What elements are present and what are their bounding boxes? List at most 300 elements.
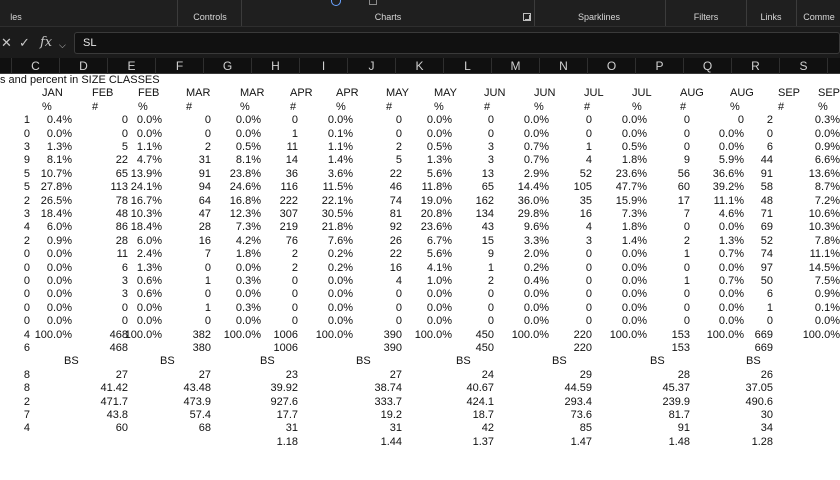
table-cell[interactable]: 222 (279, 194, 298, 207)
table-cell[interactable]: 0 (585, 301, 592, 314)
stat-cell[interactable]: 7 (23, 409, 30, 421)
table-cell[interactable]: 0.2% (327, 261, 353, 274)
table-cell[interactable]: 0 (23, 315, 30, 328)
unit-header[interactable]: # (484, 100, 491, 113)
table-cell[interactable]: 0.2% (327, 248, 353, 261)
count-cell[interactable]: 390 (383, 342, 402, 354)
table-cell[interactable]: 0 (683, 301, 690, 314)
table-cell[interactable]: 2 (683, 234, 690, 247)
stat-cell[interactable]: 4 (23, 422, 30, 435)
table-cell[interactable]: 0 (23, 261, 30, 274)
chevron-down-icon[interactable]: ⌵ (59, 40, 66, 50)
table-cell[interactable]: 0.0% (46, 315, 72, 328)
table-cell[interactable]: 22.1% (321, 194, 353, 207)
stat-cell[interactable]: 8 (23, 368, 30, 381)
table-cell[interactable]: 0.3% (235, 275, 261, 287)
stat-cell[interactable]: 24 (481, 368, 494, 381)
table-cell[interactable]: 15.9% (615, 194, 647, 207)
table-cell[interactable]: 3 (487, 154, 494, 167)
table-cell[interactable]: 16 (198, 234, 211, 247)
month-header[interactable]: MAR (186, 87, 211, 100)
table-cell[interactable]: 13.6% (808, 167, 840, 180)
table-cell[interactable]: 390 (383, 328, 402, 341)
unit-header[interactable]: # (186, 100, 193, 113)
stat-cell[interactable]: 239.9 (662, 395, 690, 408)
table-cell[interactable]: 116 (280, 181, 298, 194)
table-cell[interactable]: 14.4% (517, 181, 549, 194)
table-cell[interactable]: 0.0% (718, 301, 744, 314)
table-cell[interactable]: 0.0% (718, 141, 744, 153)
table-cell[interactable]: 26.5% (40, 194, 72, 207)
table-cell[interactable]: 4.6% (718, 208, 744, 220)
table-cell[interactable]: 22 (389, 248, 402, 261)
table-cell[interactable]: 0.0% (46, 127, 72, 140)
table-cell[interactable]: 9 (23, 154, 30, 167)
table-cell[interactable]: 0.0% (235, 127, 261, 140)
table-cell[interactable]: 22 (389, 167, 402, 180)
stat-cell[interactable]: 57.4 (189, 409, 211, 421)
stat-cell[interactable]: 28 (677, 368, 690, 381)
table-cell[interactable]: 0.5% (235, 141, 261, 153)
unit-header[interactable]: # (92, 100, 99, 113)
table-cell[interactable]: 18.4% (130, 221, 162, 234)
stat-cell[interactable]: 23 (285, 368, 298, 381)
table-cell[interactable]: 28 (115, 234, 128, 247)
table-cell[interactable]: 1.3% (426, 154, 452, 167)
table-cell[interactable]: 0 (585, 114, 592, 127)
table-cell[interactable]: 27.8% (40, 181, 72, 194)
unit-header[interactable]: % (818, 100, 828, 113)
stat-cell[interactable]: 85 (579, 422, 592, 435)
table-cell[interactable]: 31 (198, 154, 211, 167)
table-cell[interactable]: 11.5% (322, 181, 353, 194)
sheet-title[interactable]: s and percent in SIZE CLASSES (0, 74, 160, 86)
table-cell[interactable]: 16.8% (229, 194, 261, 207)
stat-cell[interactable]: 45.37 (662, 382, 690, 395)
table-cell[interactable]: 11.1% (809, 248, 840, 261)
table-cell[interactable]: 0 (487, 127, 494, 140)
table-cell[interactable]: 0.2% (523, 261, 549, 274)
ribbon-group-comments[interactable]: Comme (803, 12, 835, 22)
table-cell[interactable]: 0.1% (327, 127, 353, 140)
column-header-o[interactable]: O (588, 58, 636, 74)
bs-label[interactable]: BS (456, 355, 471, 368)
stat-cell[interactable]: 40.67 (466, 382, 494, 395)
table-cell[interactable]: 24.1% (130, 181, 162, 194)
stat-cell[interactable]: 1.28 (751, 435, 773, 448)
stat-cell[interactable]: 91 (677, 422, 690, 435)
unit-header[interactable]: % (138, 100, 148, 113)
table-cell[interactable]: 100.0% (706, 328, 744, 341)
table-cell[interactable]: 4 (23, 328, 30, 341)
table-cell[interactable]: 0.0% (621, 275, 647, 287)
table-cell[interactable]: 0 (585, 315, 592, 328)
table-cell[interactable]: 0.0% (426, 315, 452, 328)
unit-header[interactable]: % (730, 100, 740, 113)
table-cell[interactable]: 10.3% (130, 208, 162, 220)
table-cell[interactable]: 0 (204, 261, 211, 274)
table-cell[interactable]: 1.1% (327, 141, 353, 153)
table-cell[interactable]: 0.0% (718, 221, 744, 234)
table-cell[interactable]: 100.0% (609, 328, 647, 341)
table-cell[interactable]: 0 (683, 261, 690, 274)
stat-cell[interactable]: 1.37 (472, 435, 494, 448)
table-cell[interactable]: 0 (766, 315, 773, 328)
table-cell[interactable]: 0.0% (426, 127, 452, 140)
stat-cell[interactable]: 927.6 (270, 395, 298, 408)
unit-header[interactable]: # (386, 100, 393, 113)
table-cell[interactable]: 4 (585, 154, 592, 167)
column-header-e[interactable]: E (108, 58, 156, 74)
table-cell[interactable]: 65 (115, 167, 128, 180)
table-cell[interactable]: 382 (192, 328, 211, 341)
table-cell[interactable]: 0.1% (814, 301, 840, 314)
column-header-s[interactable]: S (780, 58, 828, 74)
count-cell[interactable]: 153 (671, 342, 690, 354)
table-cell[interactable]: 3 (23, 208, 30, 220)
unit-header[interactable]: # (680, 100, 687, 113)
table-cell[interactable]: 47.7% (615, 181, 647, 194)
table-cell[interactable]: 1.8% (621, 221, 647, 234)
table-cell[interactable]: 15 (481, 234, 494, 247)
table-cell[interactable]: 0 (291, 301, 298, 314)
table-cell[interactable]: 11.1% (713, 194, 744, 207)
stat-cell[interactable]: 27 (389, 368, 402, 381)
table-cell[interactable]: 0 (585, 288, 592, 301)
table-cell[interactable]: 0 (487, 301, 494, 314)
unit-header[interactable]: # (778, 100, 785, 113)
table-cell[interactable]: 6.0% (46, 221, 72, 234)
table-cell[interactable]: 100.0% (414, 328, 452, 341)
stat-cell[interactable]: 31 (389, 422, 402, 435)
unit-header[interactable]: % (434, 100, 444, 113)
table-cell[interactable]: 0.0% (718, 288, 744, 301)
table-cell[interactable]: 450 (475, 328, 494, 341)
stat-cell[interactable]: 27 (198, 368, 211, 381)
table-cell[interactable]: 0.9% (814, 288, 840, 301)
column-header-i[interactable]: I (300, 58, 348, 74)
table-cell[interactable]: 0 (23, 288, 30, 301)
table-cell[interactable]: 0 (395, 114, 402, 127)
table-cell[interactable]: 7 (683, 208, 690, 220)
table-cell[interactable]: 24.6% (229, 181, 261, 194)
table-cell[interactable]: 0.7% (523, 141, 549, 153)
table-cell[interactable]: 134 (475, 208, 494, 220)
table-cell[interactable]: 6.6% (814, 154, 840, 167)
table-cell[interactable]: 0.0% (621, 248, 647, 261)
table-cell[interactable]: 14 (285, 154, 298, 167)
stat-cell[interactable]: 26 (760, 368, 773, 381)
table-cell[interactable]: 13.9% (130, 167, 162, 180)
month-header[interactable]: SEP (778, 87, 801, 100)
table-cell[interactable]: 0.6% (136, 275, 162, 287)
count-cell[interactable]: 669 (754, 342, 773, 354)
table-cell[interactable]: 10.6% (808, 208, 840, 220)
table-cell[interactable]: 0.3% (814, 114, 840, 127)
stat-cell[interactable]: 81.7 (668, 409, 690, 421)
bs-label[interactable]: BS (650, 355, 665, 368)
table-cell[interactable]: 9 (683, 154, 690, 167)
table-cell[interactable]: 22 (115, 154, 128, 167)
stat-cell[interactable]: 490.6 (745, 395, 773, 408)
table-cell[interactable]: 1 (585, 141, 592, 153)
stat-cell[interactable]: 42 (481, 422, 494, 435)
table-cell[interactable]: 0.0% (136, 301, 162, 314)
table-cell[interactable]: 1 (766, 301, 773, 314)
column-header-g[interactable]: G (204, 58, 252, 74)
table-cell[interactable]: 17 (677, 194, 690, 207)
unit-header[interactable]: % (632, 100, 642, 113)
stat-cell[interactable]: 8 (23, 382, 30, 395)
unit-header[interactable]: # (584, 100, 591, 113)
table-cell[interactable]: 92 (389, 221, 402, 234)
table-cell[interactable]: 219 (279, 221, 298, 234)
table-cell[interactable]: 0.0% (718, 127, 744, 140)
table-cell[interactable]: 2 (487, 275, 494, 287)
stat-cell[interactable]: 424.1 (466, 395, 494, 408)
month-header[interactable]: MAR (240, 87, 265, 100)
stat-cell[interactable]: 27 (115, 368, 128, 381)
table-cell[interactable]: 0 (585, 275, 592, 287)
table-cell[interactable]: 3 (23, 141, 30, 153)
check-icon[interactable]: ✓ (19, 35, 30, 50)
table-cell[interactable]: 0.0% (814, 315, 840, 328)
table-cell[interactable]: 2 (23, 234, 30, 247)
table-cell[interactable]: 0 (585, 248, 592, 261)
table-cell[interactable]: 0 (204, 288, 211, 301)
table-cell[interactable]: 0 (121, 127, 128, 140)
table-cell[interactable]: 0 (23, 248, 30, 261)
table-cell[interactable]: 0 (23, 275, 30, 287)
table-cell[interactable]: 5 (23, 181, 30, 194)
unit-header[interactable]: % (42, 100, 52, 113)
table-cell[interactable]: 7.6% (327, 234, 353, 247)
table-cell[interactable]: 0.0% (426, 114, 452, 127)
table-cell[interactable]: 2.0% (523, 248, 549, 261)
stat-cell[interactable]: 39.92 (270, 382, 298, 395)
table-cell[interactable]: 81 (389, 208, 402, 220)
table-cell[interactable]: 52 (579, 167, 592, 180)
table-cell[interactable]: 47 (198, 208, 211, 220)
month-header[interactable]: MAY (434, 87, 458, 100)
count-cell[interactable]: 1006 (273, 342, 298, 354)
table-cell[interactable]: 0 (683, 288, 690, 301)
stat-cell[interactable]: 73.6 (570, 409, 592, 421)
table-cell[interactable]: 0.0% (136, 114, 162, 127)
table-cell[interactable]: 0 (737, 114, 744, 127)
stat-cell[interactable]: 293.4 (564, 395, 592, 408)
table-cell[interactable]: 0.0% (523, 315, 549, 328)
table-cell[interactable]: 0.6% (136, 288, 162, 301)
column-header-k[interactable]: K (396, 58, 444, 74)
stat-cell[interactable]: 43.8 (106, 409, 128, 421)
table-cell[interactable]: 0.0% (235, 261, 261, 274)
stat-cell[interactable]: 41.42 (100, 382, 128, 395)
table-cell[interactable]: 48 (115, 208, 128, 220)
table-cell[interactable]: 48 (760, 194, 773, 207)
formula-input[interactable]: SL (74, 32, 840, 54)
table-cell[interactable]: 0.0% (327, 114, 353, 127)
table-cell[interactable]: 23.6% (615, 167, 647, 180)
month-header[interactable]: FEB (138, 87, 160, 100)
table-cell[interactable]: 30.5% (321, 208, 353, 220)
table-cell[interactable]: 91 (760, 167, 773, 180)
table-cell[interactable]: 0.4% (46, 114, 72, 127)
table-cell[interactable]: 3 (585, 234, 592, 247)
table-cell[interactable]: 11 (116, 248, 128, 261)
table-cell[interactable]: 0.9% (46, 234, 72, 247)
column-header-m[interactable]: M (492, 58, 540, 74)
table-cell[interactable]: 0.0% (426, 288, 452, 301)
count-cell[interactable]: 220 (573, 342, 592, 354)
table-cell[interactable]: 7 (204, 248, 211, 261)
stat-cell[interactable]: 18.7 (472, 409, 494, 421)
table-cell[interactable]: 39.2% (712, 181, 744, 194)
table-cell[interactable]: 0 (395, 127, 402, 140)
table-cell[interactable]: 1 (487, 261, 494, 274)
table-cell[interactable]: 10.7% (40, 167, 72, 180)
ribbon-group-links[interactable]: Links (760, 12, 782, 22)
table-cell[interactable]: 0.0% (621, 114, 647, 127)
table-cell[interactable]: 12.3% (229, 208, 261, 220)
table-cell[interactable]: 0.0% (523, 301, 549, 314)
table-cell[interactable]: 16 (389, 261, 402, 274)
unit-header[interactable]: % (336, 100, 346, 113)
stat-cell[interactable]: 34 (760, 422, 773, 435)
stat-cell[interactable]: 1.47 (570, 435, 592, 448)
table-cell[interactable]: 0 (683, 127, 690, 140)
stat-cell[interactable]: 43.48 (183, 382, 211, 395)
column-header-d[interactable]: D (60, 58, 108, 74)
table-cell[interactable]: 4.7% (136, 154, 162, 167)
table-cell[interactable]: 1 (291, 127, 298, 140)
table-cell[interactable]: 4 (585, 221, 592, 234)
table-cell[interactable]: 7.3% (235, 221, 261, 234)
table-cell[interactable]: 0 (487, 114, 494, 127)
table-cell[interactable]: 1 (683, 248, 690, 261)
stat-cell[interactable]: 29 (579, 368, 592, 381)
table-cell[interactable]: 6.0% (136, 234, 162, 247)
unit-header[interactable]: % (240, 100, 250, 113)
month-header[interactable]: SEP (818, 87, 840, 100)
worksheet-grid[interactable] (0, 74, 840, 480)
table-cell[interactable]: 3 (121, 288, 128, 301)
table-cell[interactable]: 1 (204, 301, 211, 314)
table-cell[interactable]: 0 (683, 315, 690, 328)
table-cell[interactable]: 2 (204, 141, 211, 153)
stat-cell[interactable]: 2 (23, 395, 30, 408)
table-cell[interactable]: 1.3% (136, 261, 162, 274)
table-cell[interactable]: 5 (395, 154, 402, 167)
month-header[interactable]: APR (336, 87, 359, 100)
table-cell[interactable]: 3 (121, 275, 128, 287)
table-cell[interactable]: 74 (760, 248, 773, 261)
table-cell[interactable]: 7.8% (814, 234, 840, 247)
table-cell[interactable]: 100.0% (223, 328, 261, 341)
table-cell[interactable]: 468 (109, 328, 128, 341)
function-icon[interactable]: fx (40, 35, 53, 50)
table-cell[interactable]: 97 (760, 261, 773, 274)
table-cell[interactable]: 43 (481, 221, 494, 234)
column-header-c[interactable]: C (12, 58, 60, 74)
count-cell[interactable]: 380 (192, 342, 211, 354)
table-cell[interactable]: 0.0% (814, 127, 840, 140)
table-cell[interactable]: 0 (23, 301, 30, 314)
bs-label[interactable]: BS (552, 355, 567, 368)
table-cell[interactable]: 2.4% (136, 248, 162, 261)
table-cell[interactable]: 60 (677, 181, 690, 194)
table-cell[interactable]: 4.1% (426, 261, 452, 274)
stat-cell[interactable]: 30 (760, 409, 773, 421)
table-cell[interactable]: 0.0% (327, 301, 353, 314)
table-cell[interactable]: 5 (23, 167, 30, 180)
month-header[interactable]: AUG (730, 87, 754, 100)
ribbon-group-filters[interactable]: Filters (693, 12, 719, 22)
table-cell[interactable]: 4.2% (235, 234, 261, 247)
table-cell[interactable]: 0.0% (46, 288, 72, 301)
table-cell[interactable]: 5.9% (718, 154, 744, 167)
bs-label[interactable]: BS (356, 355, 371, 368)
table-cell[interactable]: 74 (389, 194, 402, 207)
table-cell[interactable]: 153 (671, 328, 690, 341)
table-cell[interactable]: 0 (766, 127, 773, 140)
table-cell[interactable]: 0.0% (235, 114, 261, 127)
table-cell[interactable]: 7.5% (814, 275, 840, 287)
ribbon-group-charts[interactable]: Charts (374, 12, 402, 22)
ribbon-group-sparklines[interactable]: Sparklines (577, 12, 621, 22)
column-header-p[interactable]: P (636, 58, 684, 74)
table-cell[interactable]: 91 (198, 167, 211, 180)
table-cell[interactable]: 9.6% (523, 221, 549, 234)
table-cell[interactable]: 94 (198, 181, 211, 194)
table-cell[interactable]: 100.0% (315, 328, 353, 341)
table-cell[interactable]: 0.0% (523, 114, 549, 127)
table-cell[interactable]: 13 (481, 167, 494, 180)
table-cell[interactable]: 8.7% (814, 181, 840, 194)
chart-type-icon[interactable] (369, 0, 377, 5)
stat-cell[interactable]: 31 (285, 422, 298, 435)
table-cell[interactable]: 0 (23, 127, 30, 140)
table-cell[interactable]: 23.6% (420, 221, 452, 234)
table-cell[interactable]: 0.0% (718, 315, 744, 328)
table-cell[interactable]: 100.0% (802, 328, 840, 341)
stat-cell[interactable]: 44.59 (564, 382, 592, 395)
table-cell[interactable]: 0 (121, 114, 128, 127)
table-cell[interactable]: 18.4% (40, 208, 72, 220)
table-cell[interactable]: 2 (291, 248, 298, 261)
column-header-partial[interactable] (0, 58, 12, 74)
table-cell[interactable]: 3.6% (327, 167, 353, 180)
table-cell[interactable]: 1.0% (426, 275, 452, 287)
table-cell[interactable]: 26 (389, 234, 402, 247)
table-cell[interactable]: 0.7% (523, 154, 549, 167)
bs-label[interactable]: BS (160, 355, 175, 368)
table-cell[interactable]: 220 (573, 328, 592, 341)
table-cell[interactable]: 0.0% (327, 315, 353, 328)
table-cell[interactable]: 0.0% (235, 315, 261, 328)
column-header-h[interactable]: H (252, 58, 300, 74)
table-cell[interactable]: 6 (121, 261, 128, 274)
table-cell[interactable]: 36.6% (712, 167, 744, 180)
table-cell[interactable]: 0.0% (621, 127, 647, 140)
table-cell[interactable]: 8.1% (46, 154, 72, 167)
stat-cell[interactable]: 19.2 (380, 409, 402, 421)
bs-label[interactable]: BS (260, 355, 275, 368)
table-cell[interactable]: 3.3% (523, 234, 549, 247)
month-header[interactable]: JUL (632, 87, 652, 100)
table-cell[interactable]: 4 (23, 221, 30, 234)
table-cell[interactable]: 0.0% (718, 261, 744, 274)
